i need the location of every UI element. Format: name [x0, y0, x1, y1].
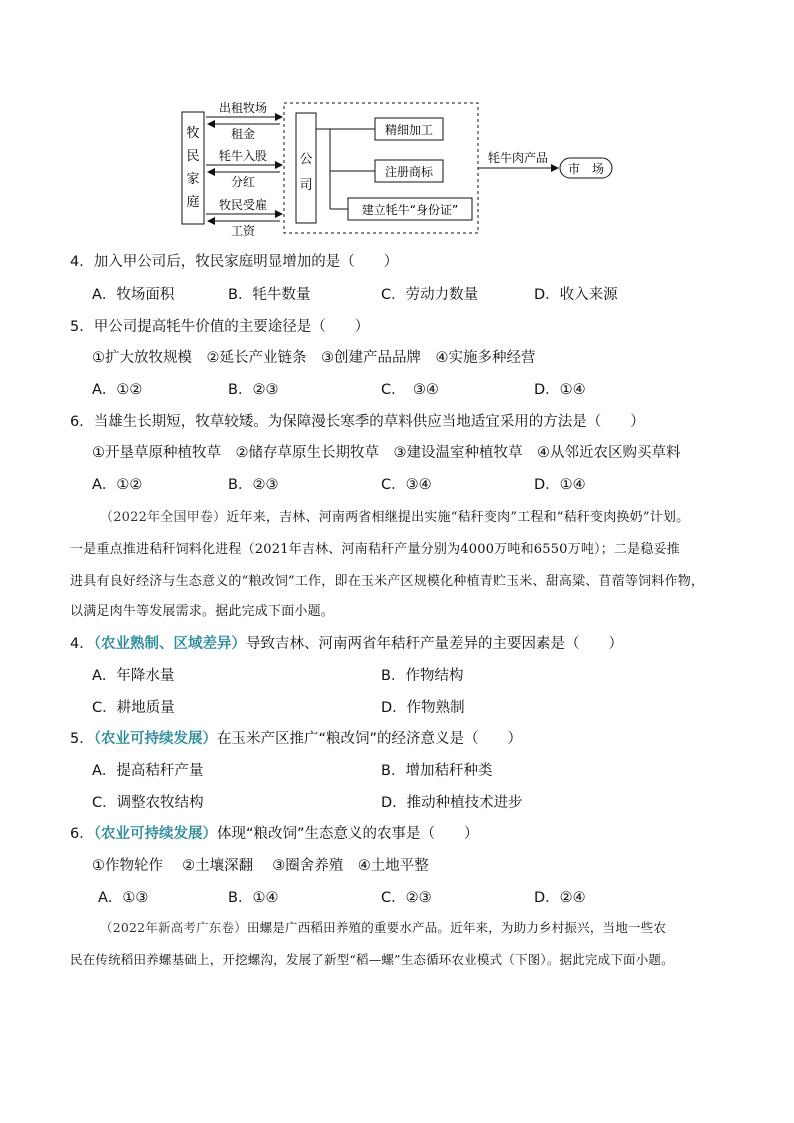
process-trademark: 注册商标 — [384, 165, 434, 179]
question-4b-text: 导致吉林、河南两省年秸秆产量差异的主要因素是（ ） — [245, 636, 623, 652]
question-5b-option-c[interactable]: C．调整农牧结构 — [92, 795, 204, 811]
question-4a-option-d[interactable]: D．收入来源 — [534, 287, 618, 303]
herder-family-char-4: 庭 — [186, 195, 200, 210]
passage2-line1-text: 近年来，吉林、河南两省相继提出实施“秸秆变肉”工程和“秸秆变肉换奶”计划。 — [226, 510, 690, 525]
passage2-line3: 进具有良好经济与生态意义的“粮改饲”工作，即在玉米产区规模化种植青贮玉米、甜高粱、苜蓿等饲料作物， — [70, 574, 705, 589]
label-rent-pasture: 出租牧场 — [218, 101, 268, 115]
question-6b-option-a[interactable]: A．①③ — [98, 890, 149, 906]
question-6b-option-c[interactable]: C．②③ — [381, 890, 432, 906]
market-label: 市 场 — [567, 162, 605, 176]
passage2-line4: 以满足肉牛等发展需求。据此完成下面小题。 — [70, 604, 335, 619]
question-6b-option-d[interactable]: D．②④ — [534, 890, 586, 906]
question-6a-option-a[interactable]: A．①② — [92, 477, 143, 493]
question-5b-number: 5． — [70, 731, 94, 747]
question-4a-option-c[interactable]: C．劳动力数量 — [381, 287, 479, 303]
question-6a-items: ①开垦草原种植牧草 ②储存草原生长期牧草 ③建设温室种植牧草 ④从邻近农区购买草料 — [92, 445, 681, 461]
question-5a-option-a[interactable]: A．①② — [92, 382, 143, 398]
flow-diagram — [170, 95, 630, 245]
label-dividend: 分红 — [230, 175, 256, 189]
question-4b-number: 4． — [70, 636, 94, 652]
question-6a-option-b[interactable]: B．②③ — [228, 477, 279, 493]
passage2-line1 — [100, 506, 689, 525]
question-5a-option-c[interactable]: C． ③④ — [381, 382, 439, 398]
question-5a-option-d[interactable]: D．①④ — [534, 382, 586, 398]
label-yak-meat-product: 牦牛肉产品 — [487, 151, 549, 165]
herder-family-char-3: 家 — [186, 172, 200, 187]
question-5b-tag: （农业可持续发展） — [93, 731, 217, 747]
question-6b-items: ①作物轮作 ②土壤深翻 ③圈舍养殖 ④土地平整 — [92, 858, 429, 874]
question-6a-option-c[interactable]: C．③④ — [381, 477, 432, 493]
question-4b-tag: （农业熟制、区域差异） — [93, 636, 246, 652]
question-6b-stem — [70, 822, 479, 843]
passage3-line1-text: 田螺是广西稻田养殖的重要水产品。近年来，为助力乡村振兴，当地一些农 — [246, 920, 667, 935]
passage3-line1 — [100, 918, 666, 936]
passage3-source: （2022年新高考广东卷） — [100, 920, 247, 935]
label-yak-shares: 牦牛入股 — [218, 149, 268, 163]
label-wages: 工资 — [230, 224, 256, 238]
company-char-2: 司 — [299, 178, 313, 193]
label-rent: 租金 — [230, 127, 256, 141]
question-5b-option-d[interactable]: D．推动种植技术进步 — [381, 795, 523, 811]
herder-family-char-2: 民 — [186, 149, 200, 164]
label-herder-hired: 牧民受雇 — [218, 198, 268, 212]
question-4b-stem — [70, 632, 623, 653]
process-id-card: 建立牦牛“身份证” — [361, 203, 459, 217]
question-6b-text: 体现“粮改饲”生态意义的农事是（ ） — [216, 826, 479, 842]
question-4a-option-a[interactable]: A．牧场面积 — [92, 287, 175, 303]
question-6b-option-b[interactable]: B．①④ — [228, 890, 279, 906]
question-5b-option-b[interactable]: B．增加秸秆种类 — [381, 763, 493, 779]
passage3-line2: 民在传统稻田养螺基础上，开挖螺沟，发展了新型“稻—螺”生态循环农业模式（下图）。据此完成下面小题。 — [70, 952, 674, 967]
question-6b-tag: （农业可持续发展） — [93, 826, 217, 842]
question-5b-option-a[interactable]: A．提高秸秆产量 — [92, 763, 204, 779]
herder-family-char-1: 牧 — [186, 126, 200, 141]
question-5a-items: ①扩大放牧规模 ②延长产业链条 ③创建产品品牌 ④实施多种经营 — [92, 350, 536, 366]
question-5a-option-b[interactable]: B．②③ — [228, 382, 279, 398]
question-4b-option-c[interactable]: C．耕地质量 — [92, 700, 175, 716]
question-6a-stem: 6．当雄生长期短，牧草较矮。为保障漫长寒季的草料供应当地适宜采用的方法是（ ） — [70, 414, 645, 430]
question-4b-option-a[interactable]: A．年降水量 — [92, 668, 175, 684]
question-4a-stem: 4．加入甲公司后，牧民家庭明显增加的是（ ） — [70, 254, 399, 270]
question-5a-stem: 5．甲公司提高牦牛价值的主要途径是（ ） — [70, 319, 370, 335]
question-6a-option-d[interactable]: D．①④ — [534, 477, 586, 493]
question-5b-stem — [70, 727, 522, 748]
passage2-line2: 一是重点推进秸秆饲料化进程（2021年吉林、河南秸秆产量分别为4000万吨和6550万吨）；二是稳妥推 — [70, 542, 680, 557]
company-box — [296, 113, 316, 223]
question-5b-text: 在玉米产区推广“粮改饲”的经济意义是（ ） — [216, 731, 523, 747]
company-char-1: 公 — [299, 152, 313, 167]
question-4b-option-d[interactable]: D．作物熟制 — [381, 700, 465, 716]
question-4a-option-b[interactable]: B．牦牛数量 — [228, 287, 311, 303]
question-6b-number: 6． — [70, 826, 94, 842]
process-fine-processing: 精细加工 — [384, 123, 434, 137]
passage2-source: （2022年全国甲卷） — [100, 510, 227, 525]
question-4b-option-b[interactable]: B．作物结构 — [381, 668, 464, 684]
